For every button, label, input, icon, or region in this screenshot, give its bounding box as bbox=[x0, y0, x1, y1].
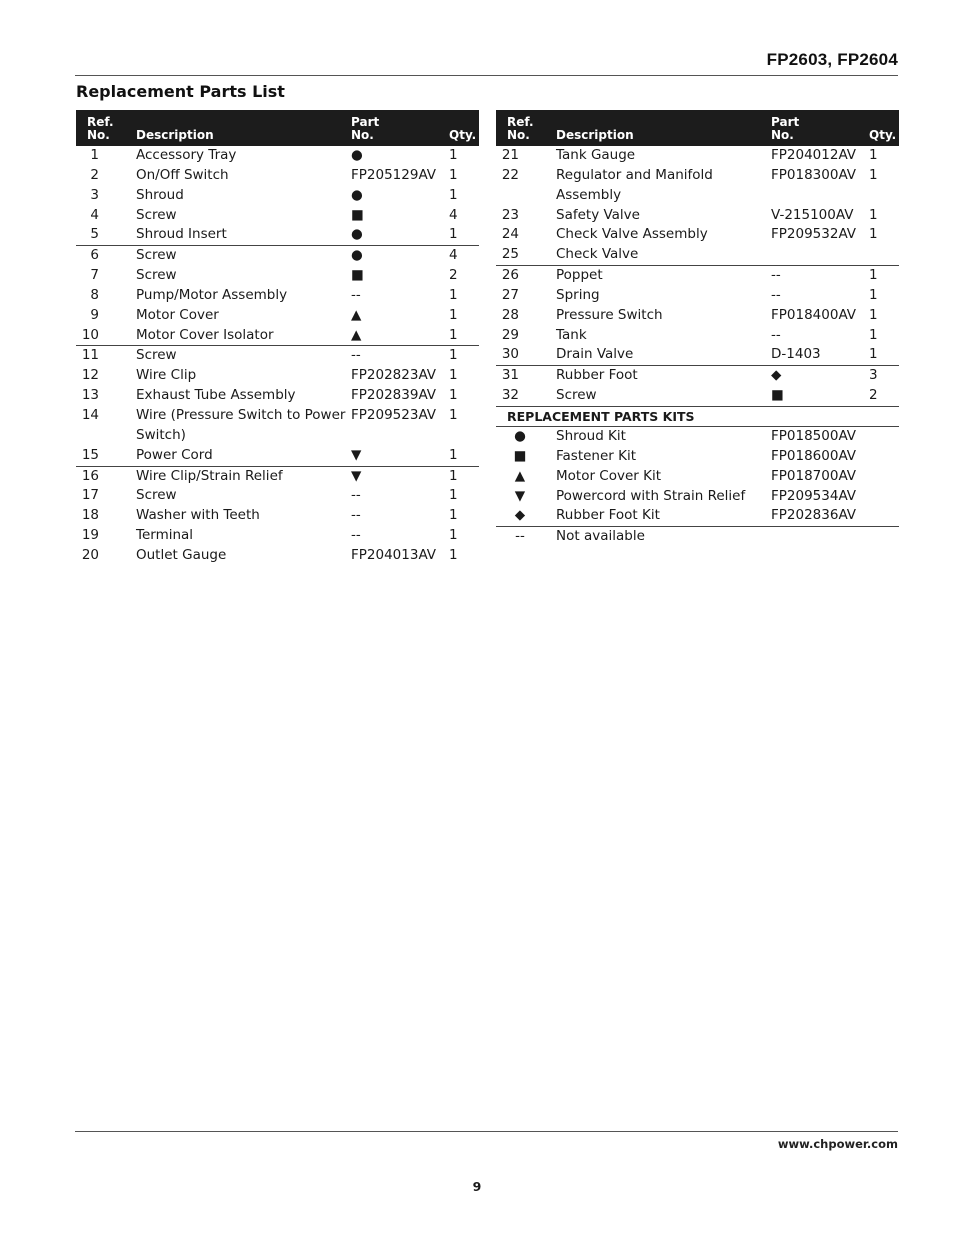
part-description: Check Valve Assembly bbox=[556, 226, 708, 243]
table-row bbox=[496, 146, 899, 166]
table-row bbox=[76, 446, 479, 466]
table-row bbox=[496, 266, 899, 286]
kit-part-number: FP202836AV bbox=[771, 507, 857, 524]
part-description: Wire Clip bbox=[136, 367, 197, 384]
ref-number: 30 bbox=[501, 346, 519, 363]
kit-part-number: FP209534AV bbox=[771, 487, 857, 504]
kit-description: Rubber Foot Kit bbox=[556, 507, 660, 524]
table-row bbox=[76, 506, 479, 526]
part-number: ■ bbox=[351, 267, 364, 284]
table-row bbox=[496, 286, 899, 306]
part-number: ■ bbox=[771, 387, 784, 404]
quantity: 1 bbox=[449, 186, 458, 203]
quantity: 1 bbox=[449, 306, 458, 323]
ref-number: 29 bbox=[501, 326, 519, 343]
part-description: Screw bbox=[113, 346, 351, 366]
ref-number: 1 bbox=[90, 147, 99, 163]
quantity: 1 bbox=[449, 446, 458, 463]
part-number: ● bbox=[351, 226, 363, 243]
ref-number: 17 bbox=[81, 487, 99, 504]
part-description: Check Valve bbox=[556, 246, 639, 263]
ref-number: 3 bbox=[90, 186, 99, 203]
kit-row bbox=[496, 487, 899, 507]
ref-number: 6 bbox=[76, 246, 113, 266]
ref-number: 24 bbox=[501, 226, 519, 243]
part-description: Tank Gauge bbox=[556, 147, 636, 163]
part-number: ◆ bbox=[771, 366, 865, 386]
quantity: 1 bbox=[449, 166, 458, 183]
quantity: 4 bbox=[449, 206, 458, 223]
table-row bbox=[76, 346, 479, 366]
table-row bbox=[496, 245, 899, 265]
col-qty-header: Qty. bbox=[865, 110, 899, 146]
quantity: 1 bbox=[449, 387, 458, 404]
quantity: 1 bbox=[869, 226, 878, 243]
table-row bbox=[496, 345, 899, 365]
part-number: -- bbox=[351, 346, 445, 366]
table-row bbox=[76, 166, 479, 186]
part-description: Exhaust Tube Assembly bbox=[136, 387, 296, 404]
kit-row bbox=[496, 426, 899, 446]
quantity: 1 bbox=[869, 326, 878, 343]
table-row bbox=[76, 186, 479, 206]
quantity bbox=[865, 245, 899, 265]
quantity: 2 bbox=[869, 387, 878, 404]
quantity: 1 bbox=[869, 166, 878, 183]
ref-number: 15 bbox=[81, 446, 99, 463]
page-title: Replacement Parts List bbox=[76, 82, 285, 101]
ref-number: 18 bbox=[81, 507, 99, 524]
part-number: FP204013AV bbox=[351, 546, 437, 563]
table-row bbox=[496, 306, 899, 326]
part-description: Tank bbox=[556, 326, 587, 343]
quantity: 1 bbox=[449, 546, 458, 563]
parts-table-right bbox=[496, 110, 899, 547]
ref-number: 2 bbox=[90, 166, 99, 183]
part-number: ● bbox=[351, 147, 363, 163]
col-ref-header: Ref. No. bbox=[496, 110, 533, 146]
parts-table-left bbox=[76, 110, 479, 566]
table-row bbox=[496, 206, 899, 226]
ref-number: 5 bbox=[90, 226, 99, 243]
kit-row bbox=[496, 467, 899, 487]
ref-number: 12 bbox=[81, 367, 99, 384]
quantity: 1 bbox=[449, 487, 458, 504]
quantity: 1 bbox=[865, 266, 899, 286]
table-row bbox=[76, 366, 479, 386]
table-row bbox=[76, 386, 479, 406]
part-description: Shroud bbox=[136, 186, 184, 203]
part-description: Wire Clip/Strain Relief bbox=[113, 466, 351, 486]
quantity: 2 bbox=[449, 267, 458, 284]
ref-number: 21 bbox=[501, 147, 519, 163]
quantity: 1 bbox=[449, 226, 458, 243]
quantity: 1 bbox=[445, 466, 479, 486]
part-number: ▲ bbox=[351, 306, 362, 323]
part-description: Drain Valve bbox=[556, 346, 634, 363]
part-description: On/Off Switch bbox=[136, 166, 229, 183]
part-number: -- bbox=[351, 507, 361, 524]
model-number: FP2603, FP2604 bbox=[766, 50, 898, 69]
ref-number: 27 bbox=[501, 286, 519, 303]
ref-number: 23 bbox=[501, 206, 519, 223]
part-number: FP204012AV bbox=[771, 147, 857, 163]
part-number: FP209532AV bbox=[771, 226, 857, 243]
part-number: FP018300AV bbox=[771, 166, 857, 183]
ref-number: 8 bbox=[90, 286, 99, 303]
part-description: Screw bbox=[136, 206, 177, 223]
part-number: FP209523AV bbox=[351, 406, 437, 423]
kit-description: Fastener Kit bbox=[556, 447, 637, 464]
part-number: ▼ bbox=[351, 466, 445, 486]
part-description: Wire (Pressure Switch to Power Switch) bbox=[136, 406, 346, 443]
ref-number: 11 bbox=[76, 346, 113, 366]
table-row bbox=[76, 266, 479, 286]
part-description: Motor Cover bbox=[136, 306, 219, 323]
legend-symbol: -- bbox=[496, 527, 533, 547]
ref-number: 31 bbox=[496, 366, 533, 386]
part-number: FP202823AV bbox=[351, 367, 437, 384]
kit-row bbox=[496, 506, 899, 526]
col-ref-header: Ref. No. bbox=[76, 110, 113, 146]
ref-number: 7 bbox=[90, 267, 99, 284]
kit-symbol: ▼ bbox=[514, 487, 526, 504]
kits-heading: REPLACEMENT PARTS KITS bbox=[496, 406, 899, 426]
part-number: -- bbox=[771, 286, 781, 303]
part-description: Accessory Tray bbox=[136, 147, 237, 163]
col-qty-header: Qty. bbox=[445, 110, 479, 146]
part-number: FP202839AV bbox=[351, 387, 437, 404]
part-description: Screw bbox=[136, 267, 177, 284]
quantity: 1 bbox=[449, 406, 458, 423]
table-row bbox=[76, 406, 479, 446]
quantity: 1 bbox=[869, 286, 878, 303]
quantity: 1 bbox=[449, 286, 458, 303]
quantity: 1 bbox=[445, 346, 479, 366]
ref-number: 14 bbox=[81, 406, 99, 423]
table-row bbox=[76, 326, 479, 346]
part-description: Power Cord bbox=[136, 446, 213, 463]
part-description: Terminal bbox=[136, 527, 194, 544]
part-number: -- bbox=[351, 487, 361, 504]
quantity: 1 bbox=[449, 367, 458, 384]
table-header-row bbox=[76, 110, 479, 146]
ref-number: 26 bbox=[496, 266, 533, 286]
col-part-header: Part No. bbox=[771, 110, 865, 146]
kit-part-number: FP018600AV bbox=[771, 447, 857, 464]
part-description: Shroud Insert bbox=[136, 226, 227, 243]
table-row bbox=[76, 466, 479, 486]
quantity: 3 bbox=[865, 366, 899, 386]
part-description: Pressure Switch bbox=[556, 306, 663, 323]
table-row bbox=[76, 225, 479, 245]
part-number: FP018400AV bbox=[771, 306, 857, 323]
part-description: Spring bbox=[556, 286, 600, 303]
part-number: FP205129AV bbox=[351, 166, 437, 183]
col-description-header: Description bbox=[113, 110, 351, 146]
ref-number: 16 bbox=[76, 466, 113, 486]
quantity: 1 bbox=[869, 206, 878, 223]
table-row bbox=[76, 146, 479, 166]
table-row bbox=[76, 306, 479, 326]
table-row bbox=[496, 166, 899, 206]
part-description: Pump/Motor Assembly bbox=[136, 286, 288, 303]
kit-description: Powercord with Strain Relief bbox=[556, 487, 746, 504]
quantity: 1 bbox=[449, 507, 458, 524]
part-number: ▼ bbox=[351, 446, 362, 463]
part-description: Screw bbox=[136, 487, 177, 504]
part-description: Rubber Foot bbox=[533, 366, 771, 386]
part-description: Outlet Gauge bbox=[136, 546, 227, 563]
kits-heading-row bbox=[496, 406, 899, 426]
table-row bbox=[496, 386, 899, 406]
legend-row bbox=[496, 527, 899, 547]
kit-description: Motor Cover Kit bbox=[556, 467, 662, 484]
ref-number: 22 bbox=[501, 166, 519, 183]
table-row bbox=[76, 246, 479, 266]
ref-number: 25 bbox=[501, 246, 519, 263]
part-description: Safety Valve bbox=[556, 206, 640, 223]
table-header-row bbox=[496, 110, 899, 146]
col-description-header: Description bbox=[533, 110, 771, 146]
legend-description: Not available bbox=[533, 527, 899, 547]
header-divider bbox=[75, 75, 898, 76]
kit-symbol: ● bbox=[514, 427, 526, 444]
kit-part-number: FP018500AV bbox=[771, 427, 857, 444]
kit-description: Shroud Kit bbox=[556, 427, 626, 444]
table-row bbox=[76, 286, 479, 306]
part-number: V-215100AV bbox=[771, 206, 854, 223]
quantity: 1 bbox=[449, 527, 458, 544]
quantity: 1 bbox=[869, 147, 878, 163]
ref-number: 28 bbox=[501, 306, 519, 323]
table-row bbox=[496, 225, 899, 245]
part-description: Screw bbox=[113, 246, 351, 266]
part-description: Regulator and Manifold Assembly bbox=[556, 166, 713, 203]
part-number: -- bbox=[351, 286, 361, 303]
website-url: www.chpower.com bbox=[777, 1137, 898, 1151]
ref-number: 4 bbox=[90, 206, 99, 223]
table-row bbox=[76, 546, 479, 566]
part-number: ● bbox=[351, 186, 363, 203]
ref-number: 20 bbox=[81, 546, 99, 563]
table-row bbox=[76, 526, 479, 546]
kit-symbol: ■ bbox=[513, 447, 527, 464]
part-number: ■ bbox=[351, 206, 364, 223]
kit-symbol: ◆ bbox=[514, 507, 526, 524]
part-number: -- bbox=[351, 527, 361, 544]
part-description: Screw bbox=[556, 387, 597, 404]
part-description: Motor Cover Isolator bbox=[136, 326, 274, 343]
col-part-header: Part No. bbox=[351, 110, 445, 146]
table-row bbox=[76, 206, 479, 226]
table-row bbox=[76, 486, 479, 506]
part-number bbox=[771, 245, 865, 265]
part-description: Washer with Teeth bbox=[136, 507, 260, 524]
table-row bbox=[496, 326, 899, 346]
quantity: 1 bbox=[869, 346, 878, 363]
part-number: -- bbox=[771, 326, 781, 343]
page-number: 9 bbox=[472, 1179, 482, 1194]
part-number: ▲ bbox=[351, 326, 362, 343]
quantity: 1 bbox=[869, 306, 878, 323]
quantity: 1 bbox=[449, 326, 458, 343]
part-number: -- bbox=[771, 266, 865, 286]
kit-symbol: ▲ bbox=[514, 467, 526, 484]
table-row bbox=[496, 366, 899, 386]
kit-row bbox=[496, 447, 899, 467]
quantity: 4 bbox=[445, 246, 479, 266]
ref-number: 13 bbox=[81, 387, 99, 404]
ref-number: 9 bbox=[90, 306, 99, 323]
part-description: Poppet bbox=[533, 266, 771, 286]
footer-divider bbox=[75, 1131, 898, 1132]
part-number: D-1403 bbox=[771, 346, 821, 363]
part-number: ● bbox=[351, 246, 445, 266]
ref-number: 10 bbox=[81, 326, 99, 343]
ref-number: 32 bbox=[501, 387, 519, 404]
quantity: 1 bbox=[449, 147, 458, 163]
ref-number: 19 bbox=[81, 527, 99, 544]
kit-part-number: FP018700AV bbox=[771, 467, 857, 484]
